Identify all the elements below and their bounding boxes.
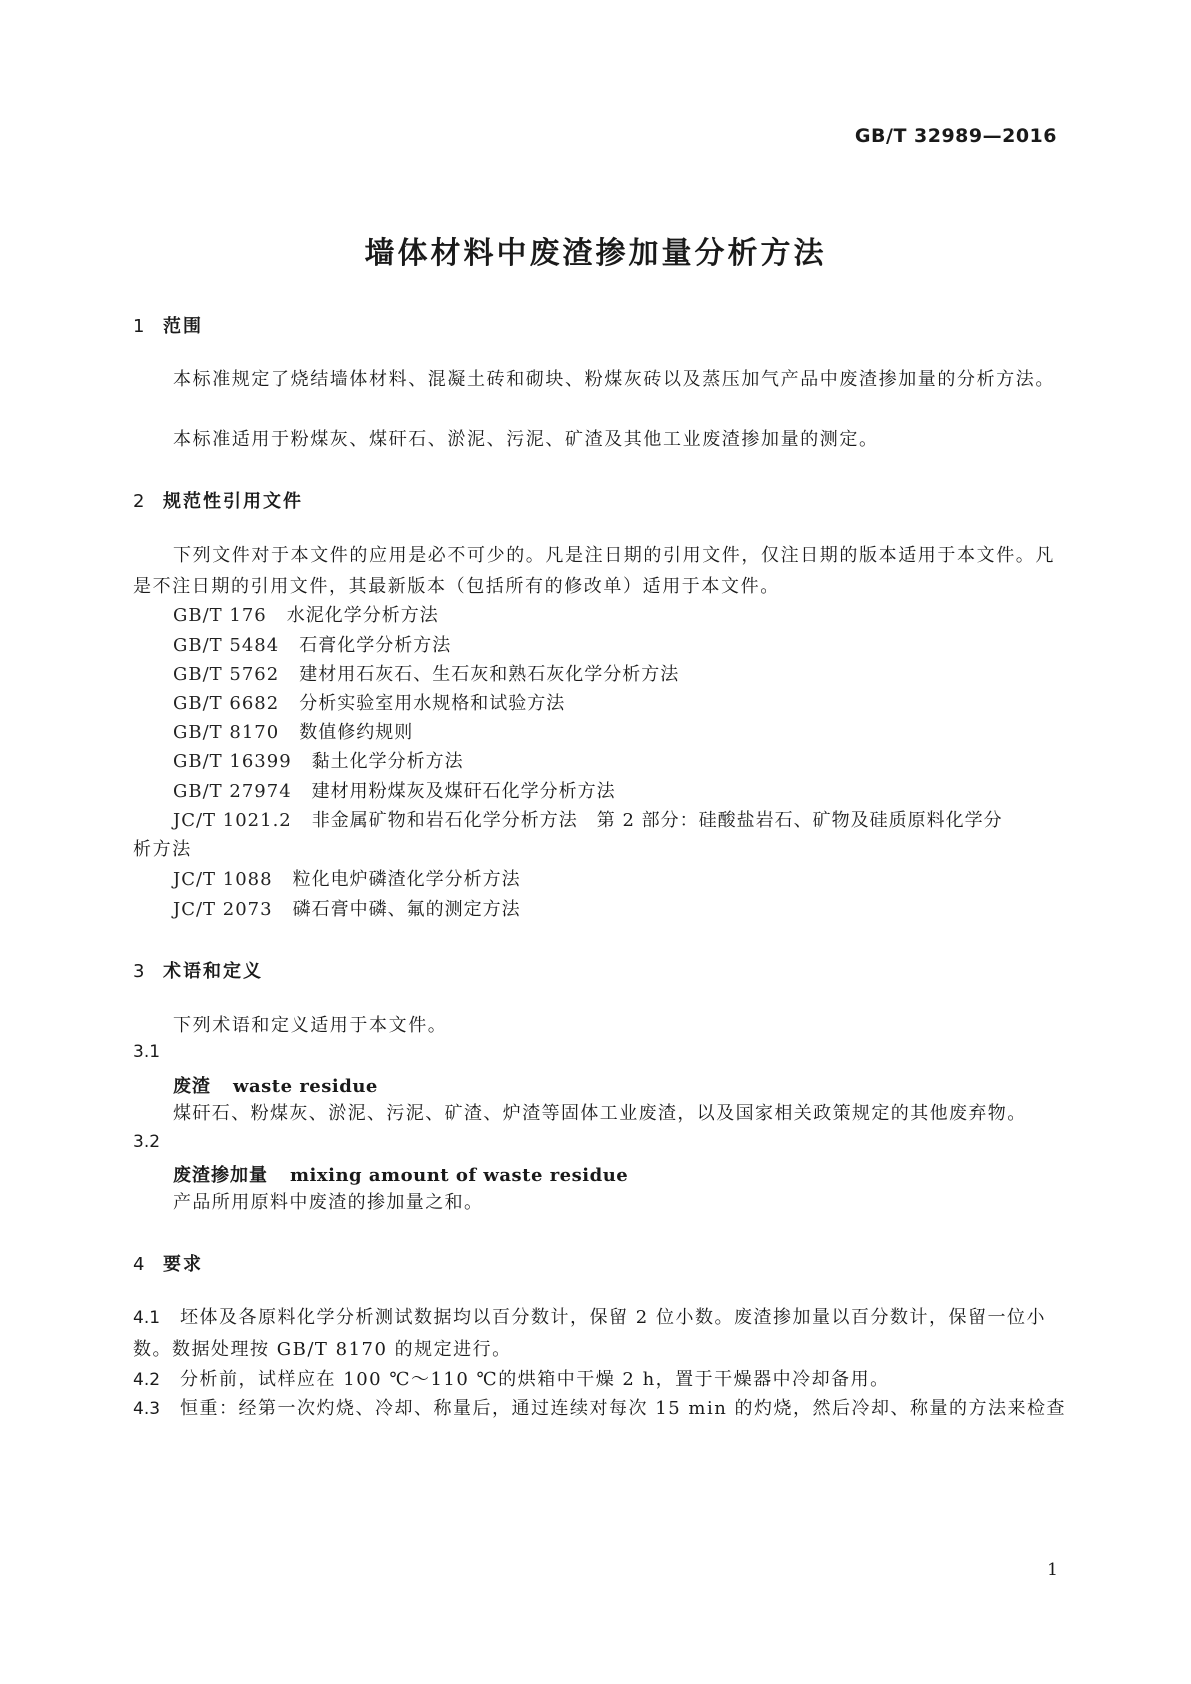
reference-item — [173, 805, 1003, 836]
term-number: 3.2 — [133, 1132, 161, 1152]
reference-code: JC/T 1088 — [173, 869, 273, 890]
references-intro: 下列文件对于本文件的应用是必不可少的。凡是注日期的引用文件，仅注日期的版本适用于本文件。凡是不注日期的引用文件，其最新版本（包括所有的修改单）适用于本文件。 — [133, 545, 1055, 597]
reference-name: 黏土化学分析方法 — [311, 751, 464, 772]
requirement-number: 4.2 — [133, 1370, 161, 1390]
reference-code: GB/T 5762 — [173, 664, 280, 685]
scope-paragraph-1: 本标准规定了烧结墙体材料、混凝土砖和砌块、粉煤灰砖以及蒸压加气产品中废渣掺加量的分析方法。 — [173, 369, 1055, 390]
reference-item — [173, 746, 464, 777]
standard-code: GB/T 32989—2016 — [854, 125, 1057, 147]
scope-paragraph-2: 本标准适用于粉煤灰、煤矸石、淤泥、污泥、矿渣及其他工业废渣掺加量的测定。 — [173, 429, 879, 450]
terms-intro: 下列术语和定义适用于本文件。 — [173, 1015, 448, 1036]
reference-name: 磷石膏中磷、氟的测定方法 — [292, 899, 521, 920]
reference-code: JC/T 1021.2 — [173, 810, 292, 831]
reference-item — [173, 630, 451, 661]
reference-name: 水泥化学分析方法 — [286, 605, 439, 626]
requirement-item — [133, 1302, 1059, 1365]
section-number: 1 — [133, 316, 145, 337]
section-number: 4 — [133, 1254, 145, 1275]
reference-item — [173, 864, 521, 895]
section-title: 范围 — [163, 316, 203, 337]
reference-code: GB/T 5484 — [173, 635, 280, 656]
reference-item — [173, 600, 439, 631]
document-title: 墙体材料中废渣掺加量分析方法 — [364, 236, 827, 271]
section-4-heading — [133, 1250, 203, 1276]
section-title: 要求 — [163, 1254, 203, 1275]
reference-code: GB/T 6682 — [173, 693, 280, 714]
term-definition: 煤矸石、粉煤灰、淤泥、污泥、矿渣、炉渣等固体工业废渣，以及国家相关政策规定的其他废弃物。 — [173, 1103, 1027, 1124]
requirement-text: 分析前，试样应在 100 ℃～110 ℃的烘箱中干燥 2 h，置于干燥器中冷却备用。 — [180, 1369, 890, 1390]
term-heading — [173, 1161, 628, 1187]
reference-item — [173, 688, 565, 719]
reference-name: 非金属矿物和岩石化学分析方法 第 2 部分：硅酸盐岩石、矿物及硅质原料化学分 — [311, 810, 1003, 831]
page-number: 1 — [1047, 1560, 1058, 1580]
term-definition: 产品所用原料中废渣的掺加量之和。 — [173, 1192, 484, 1213]
reference-code: GB/T 8170 — [173, 722, 280, 743]
requirement-item — [133, 1393, 1067, 1425]
section-title: 术语和定义 — [163, 961, 263, 982]
reference-code: GB/T 176 — [173, 605, 267, 626]
reference-name: 石膏化学分析方法 — [299, 635, 452, 656]
section-3-heading — [133, 957, 263, 983]
section-number: 3 — [133, 961, 145, 982]
term-number: 3.1 — [133, 1042, 161, 1062]
reference-code: GB/T 16399 — [173, 751, 292, 772]
section-1-heading — [133, 312, 203, 338]
section-title: 规范性引用文件 — [163, 491, 303, 512]
term-en: mixing amount of waste residue — [290, 1165, 629, 1186]
reference-item — [173, 659, 679, 690]
reference-name: 建材用粉煤灰及煤矸石化学分析方法 — [311, 781, 616, 802]
requirement-number: 4.3 — [133, 1399, 161, 1419]
reference-name: 粒化电炉磷渣化学分析方法 — [292, 869, 521, 890]
requirement-text: 恒重：经第一次灼烧、冷却、称量后，通过连续对每次 15 min 的灼烧，然后冷却、称量的方法来检查 — [180, 1398, 1067, 1419]
reference-continuation: 析方法 — [133, 839, 192, 860]
term-en: waste residue — [233, 1076, 378, 1097]
section-2-heading — [133, 487, 303, 513]
term-zh: 废渣掺加量 — [173, 1165, 268, 1186]
requirement-text: 坯体及各原料化学分析测试数据均以百分数计，保留 2 位小数。废渣掺加量以百分数计，保留一位小数。数据处理按 GB/T 8170 的规定进行。 — [133, 1307, 1046, 1360]
reference-code: GB/T 27974 — [173, 781, 292, 802]
term-zh: 废渣 — [173, 1076, 211, 1097]
reference-item — [173, 894, 521, 925]
section-number: 2 — [133, 491, 145, 512]
reference-name: 分析实验室用水规格和试验方法 — [299, 693, 566, 714]
requirement-number: 4.1 — [133, 1308, 161, 1328]
reference-name: 数值修约规则 — [299, 722, 414, 743]
reference-item — [173, 717, 413, 748]
reference-code: JC/T 2073 — [173, 899, 273, 920]
reference-item — [173, 776, 616, 807]
reference-name: 建材用石灰石、生石灰和熟石灰化学分析方法 — [299, 664, 680, 685]
term-heading — [173, 1072, 378, 1098]
requirement-item — [133, 1364, 1059, 1396]
